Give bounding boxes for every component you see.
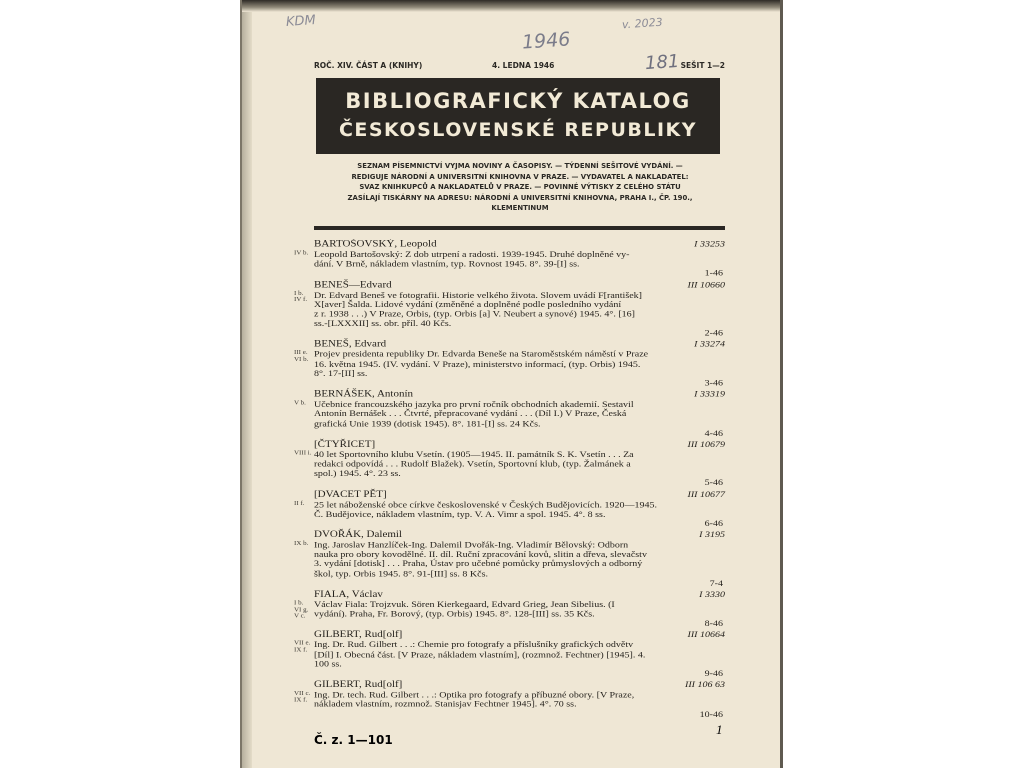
description-line: redakci odpovídá . . . Rudolf Blažek). Vsetín, Sportovní klub, (typ. Žalmánek a [314, 459, 631, 470]
catalog-entries [242, 239, 783, 720]
call-number: I 3195 [699, 530, 725, 540]
call-number: I 33253 [694, 239, 725, 250]
page-top-edge [242, 0, 780, 12]
entry-description [242, 291, 721, 329]
catalog-entry [242, 339, 783, 388]
entry-heading [242, 530, 783, 541]
subtitle-line: SEZNAM PÍSEMNICTVÍ VYJMA NOVINY A ČASOPISY. — TÝDENNÍ SEŠITOVÉ VYDÁNÍ. — [357, 162, 683, 170]
issue-number: SEŠIT 1—2 [680, 61, 725, 70]
entry-number: 7-4 [709, 578, 723, 589]
author-heading: [DVACET PĚT] [314, 489, 387, 500]
entry-number: 6-46 [704, 519, 723, 529]
issue-date: 4. LEDNA 1946 [492, 61, 555, 70]
title-line: ČESKOSLOVENSKÉ REPUBLIKY [338, 119, 698, 141]
catalog-entry [242, 439, 783, 488]
description-line: X[aver] Šalda. Lidové vydání (změněné a doplněné podle posledního vydání [314, 300, 622, 310]
description-line: z r. 1938 . . .) V Praze, Orbis, (typ. Orbis [a] V. Neubert a synové) 1945. 4°. [16] [314, 309, 635, 320]
description-line: 100 ss. [314, 659, 342, 670]
entry-number-line [242, 579, 783, 588]
author-heading: GILBERT, Rud[olf] [314, 679, 403, 690]
divider-rule [314, 226, 725, 230]
entry-number-line [242, 710, 783, 719]
description-line: dání. V Brně, nákladem vlastním, typ. Rovnost 1945. 8°. 39-[I] ss. [314, 259, 580, 269]
entry-number-line [242, 429, 783, 438]
author-heading: DVOŘÁK, Dalemil [314, 529, 402, 540]
description-line: Ing. Dr. Rud. Gilbert . . .: Chemie pro fotografy a příslušníky grafických odvětv [314, 640, 634, 651]
description-line: Václav Fiala: Trojzvuk. Sören Kierkegaard, Edvard Grieg, Jean Sibelius. (I [314, 600, 615, 610]
description-line: Č. Budějovice, nákladem vlastním, typ. V. A. Vimr a spol. 1945. 4°. 8 ss. [314, 509, 606, 520]
description-line: ss.-[LXXXII] ss. obr. příl. 40 Kčs. [314, 319, 452, 329]
entry-heading [242, 339, 783, 350]
entry-description [242, 350, 721, 379]
entry-description [242, 250, 721, 269]
description-line: 8°. 17-[II] ss. [314, 369, 368, 379]
catalog-entry [242, 389, 783, 438]
entry-description [242, 541, 721, 579]
catalog-entry [242, 239, 783, 279]
description-line: nákladem vlastním, rozmnož. Stanisjav Fechtner 1945]. 4°. 70 ss. [314, 700, 577, 710]
entry-number: 5-46 [704, 478, 723, 489]
call-number: I 3330 [699, 589, 725, 600]
classification-mark: II f. [294, 499, 305, 507]
description-line: Leopold Bartošovský: Z dob utrpení a radosti. 1939-1945. Druhé doplněné vy- [314, 250, 630, 260]
entry-heading [242, 239, 783, 250]
classification-mark: VIII i. [294, 449, 312, 457]
catalog-entry [242, 279, 783, 338]
entry-heading [242, 389, 783, 400]
issue-header [314, 61, 725, 75]
entry-heading [242, 680, 783, 691]
author-heading: FIALA, Václav [314, 589, 383, 600]
pencil-note: 1946 [521, 28, 572, 54]
description-line: spol.) 1945. 4°. 23 ss. [314, 469, 401, 479]
author-heading: BARTOŠOVSKÝ, Leopold [314, 239, 437, 250]
entry-number-line [242, 619, 783, 628]
author-heading: BENEŠ—Edvard [314, 279, 392, 290]
entry-range-footer: Č. z. 1—101 [314, 733, 393, 747]
call-number: III 10664 [687, 630, 725, 640]
classification-mark: VII c. IX f. [294, 689, 311, 704]
entry-number-line [242, 519, 783, 528]
entry-description [242, 600, 721, 619]
entry-description [242, 400, 721, 429]
description-line: Ing. Dr. tech. Rud. Gilbert . . .: Optika pro fotografy a příbuzné obory. [V Praze, [314, 690, 635, 701]
author-heading: BENEŠ, Edvard [314, 339, 387, 350]
entry-heading [242, 439, 783, 450]
call-number: III 106 63 [685, 680, 725, 690]
description-line: [Díl] I. Obecná část. [V Praze, nákladem vlastním], (rozmnož. Fechtner) [1945]. 4. [314, 650, 646, 660]
description-line: Učebnice francouzského jazyka pro první ročník obchodních akademií. Sestavil [314, 400, 634, 410]
subtitle-line: ZASÍLAJÍ TISKÁRNY NA ADRESU: NÁRODNÍ A UNIVERSITNÍ KNIHOVNA, PRAHA I., ČP. 190., [347, 193, 693, 202]
title-line: BIBLIOGRAFICKÝ KATALOG [345, 89, 691, 113]
catalog-page [240, 0, 783, 768]
author-heading: GILBERT, Rud[olf] [314, 629, 403, 640]
entry-heading [242, 589, 783, 600]
page-number: 1 [716, 722, 723, 737]
description-line: vydání). Praha, Fr. Borový, (typ. Orbis) 1945. 8°. 128-[III] ss. 35 Kčs. [314, 609, 595, 620]
call-number: III 10677 [687, 489, 725, 500]
subtitle-line: REDIGUJE NÁRODNÍ A UNIVERSITNÍ KNIHOVNA V PRAZE. — VYDAVATEL A NAKLADATEL: [351, 172, 689, 181]
catalog-entry [242, 630, 783, 679]
description-line: Projev presidenta republiky Dr. Edvarda Beneše na Staroměstském náměstí v Praze [314, 350, 649, 360]
description-line: škol, typ. Orbis 1945. 8°. 91-[III] ss. 8 Kčs. [314, 569, 488, 579]
author-heading: BERNÁŠEK, Antonín [314, 389, 414, 400]
catalog-entry [242, 489, 783, 529]
call-number: III 10679 [687, 439, 725, 450]
description-line: Antonín Bernášek . . . Čtvrté, přepracované vydání . . . (Díl I.) V Praze, Česká [314, 409, 627, 420]
catalog-entry [242, 680, 783, 720]
entry-number: 3-46 [704, 378, 723, 389]
entry-number-line [242, 269, 783, 278]
call-number: I 33274 [694, 339, 725, 350]
pencil-note: KDM [285, 12, 317, 31]
classification-mark: VII e. IX f. [294, 639, 311, 654]
author-heading: [ČTYŘICET] [314, 439, 376, 450]
call-number: I 33319 [694, 389, 725, 400]
entry-number: 10-46 [699, 709, 723, 720]
entry-heading [242, 630, 783, 641]
entry-number: 8-46 [704, 619, 723, 629]
classification-mark: IV b. [294, 249, 309, 257]
classification-mark: V b. [294, 399, 306, 407]
description-line: nauka pro obory kovodělné. II. díl. Ruční zpracování kovů, slitin a dřeva, slevačstv [314, 550, 647, 560]
classification-mark: III e. VI b. [294, 349, 309, 363]
volume-label: ROČ. XIV. ČÁST A (KNIHY) [314, 61, 423, 70]
description-line: 25 let náboženské obce církve československé v Českých Budějovicích. 1920—1945. [314, 500, 657, 510]
pencil-note: v. 2023 [621, 15, 664, 32]
call-number: III 10660 [687, 280, 725, 290]
entry-number: 9-46 [704, 669, 723, 679]
catalog-entry [242, 530, 783, 589]
classification-mark: IX b. [294, 539, 309, 547]
description-line: Ing. Jaroslav Hanzlíček-Ing. Dalemil Dvořák-Ing. Vladimír Bělovský: Odborn [314, 540, 629, 550]
pencil-note: 181 [644, 50, 681, 75]
classification-mark: I b. IV f. [294, 289, 308, 303]
entry-number: 4-46 [704, 428, 723, 439]
subtitle-line: KLEMENTINUM [491, 204, 549, 212]
entry-heading [242, 279, 783, 290]
description-line: grafická Unie 1939 (dotisk 1945). 8°. 181-[I] ss. 24 Kčs. [314, 419, 541, 429]
catalog-entry [242, 589, 783, 629]
description-line: Dr. Edvard Beneš ve fotografii. Historie velkého života. Slovem uvádí F[rantišek] [314, 290, 642, 300]
subtitle-line: SVAZ KNIHKUPCŮ A NAKLADATELŮ V PRAZE. — POVINNÉ VÝTISKY Z CELÉHO STÁTU [359, 183, 681, 191]
entry-number: 1-46 [704, 269, 723, 279]
entry-description [242, 641, 721, 670]
title-banner [316, 78, 720, 154]
description-line: 40 let Sportovního klubu Vsetín. (1905—1945. II. památník S. K. Vsetín . . . Za [314, 450, 634, 460]
entry-description [242, 450, 721, 479]
description-line: 16. května 1945. (IV. vydání. V Praze), ministerstvo informací, (typ. Orbis) 1945. [314, 359, 641, 370]
entry-number-line [242, 379, 783, 388]
entry-number-line [242, 669, 783, 678]
entry-number-line [242, 479, 783, 488]
entry-number: 2-46 [704, 328, 723, 339]
subtitle-block [314, 161, 726, 214]
classification-mark: I b. VI g. V c. [294, 599, 309, 620]
entry-number-line [242, 329, 783, 338]
description-line: 3. vydání [dotisk] . . . Praha, Ústav pro učebné pomůcky průmyslových a odborný [314, 559, 643, 570]
entry-description [242, 691, 721, 710]
entry-description [242, 500, 721, 519]
entry-heading [242, 489, 783, 500]
